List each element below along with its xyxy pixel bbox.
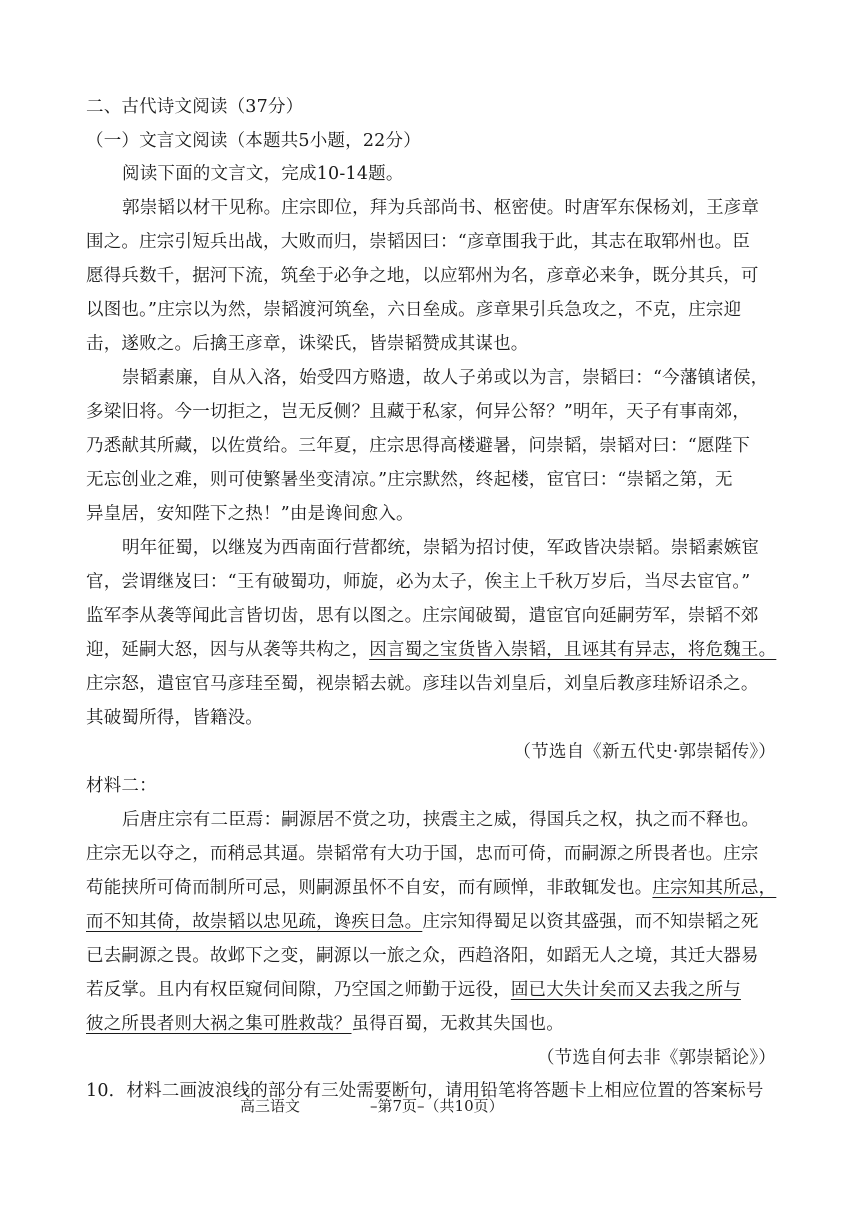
material1-line: 庄宗怒，遣宦官马彦珪至蜀，视崇韬去就。彦珪以告刘皇后，刘皇后教彦珪矫诏杀之。 <box>86 674 759 694</box>
footer-page-number: –第7页–（共10页） <box>370 1097 504 1115</box>
material2-text: 庄宗知得蜀足以资其盛强，而不知崇韬之死 <box>422 912 759 932</box>
instruction: 阅读下面的文言文，完成10-14题。 <box>122 164 404 184</box>
underlined-sentence: 而不知其倚，故崇韬以忠见疏，谗疾日急。 <box>86 912 423 932</box>
material1-line: 崇韬素廉，自从入洛，始受四方赂遗，故人子弟或以为言，崇韬曰：“今藩镇诸侯， <box>122 368 769 388</box>
material1-line: 郭崇韬以材干见称。庄宗即位，拜为兵部尚书、枢密使。时唐军东保杨刘，王彦章 <box>122 198 760 218</box>
material1-line: 无忘创业之难，则可使繁暑坐变清凉。”庄宗默然，终起楼，宦官曰：“崇韬之第，无 <box>86 470 733 490</box>
material1-line: 击，遂败之。后擒王彦章，诛梁氏，皆崇韬赞成其谋也。 <box>86 334 529 354</box>
material2-line <box>86 1013 776 1035</box>
material2-line <box>86 877 776 899</box>
material2-line: 后唐庄宗有二臣焉：嗣源居不赏之功，挟震主之威，得国兵之权，执之而不释也。 <box>122 810 760 830</box>
material1-line: 监军李从袭等闻此言皆切齿，思有以图之。庄宗闻破蜀，遣宦官向延嗣劳军，崇韬不郊 <box>86 606 759 626</box>
wavy-line-sentence: 固已大失计矣而又去我之所与 <box>510 980 741 1000</box>
material2-source: （节选自何去非《郭崇韬论》） <box>536 1048 776 1068</box>
material1-line: 愿得兵数千，据河下流，筑垒于必争之地，以应郓州为名，彦章必来争，既分其兵，可 <box>86 266 759 286</box>
section-title: 二、古代诗文阅读（37分） <box>86 97 304 117</box>
underlined-sentence: 庄宗知其所忌， <box>652 878 777 898</box>
material2-line <box>86 979 776 1001</box>
material1-line: 围之。庄宗引短兵出战，大败而归，崇韬因曰：“彦章围我于此，其志在取郓州也。臣 <box>86 232 751 252</box>
material2-label: 材料二： <box>86 776 157 796</box>
material1-line: 以图也。”庄宗以为然，崇韬渡河筑垒，六日垒成。彦章果引兵急攻之，不克，庄宗迎 <box>86 300 742 320</box>
material1-line: 其破蜀所得，皆籍没。 <box>86 708 263 728</box>
material1-source: （节选自《新五代史·郭崇韬传》） <box>513 742 776 762</box>
material2-line: 庄宗无以夺之，而稍忌其逼。崇韬常有大功于国，忠而可倚，而嗣源之所畏者也。庄宗 <box>86 844 759 864</box>
material2-line: 已去嗣源之畏。故邺下之变，嗣源以一旅之众，西趋洛阳，如蹈无人之境，其迁大器易 <box>86 946 759 966</box>
material1-line: 官，尝谓继岌曰：“王有破蜀功，师旋，必为太子，俟主上千秋万岁后，当尽去宦官。” <box>86 572 751 592</box>
footer-subject: 高三语文 <box>240 1097 301 1115</box>
question-10: 10．材料二画波浪线的部分有三处需要断句，请用铅笔将答题卡上相应位置的答案标号 <box>86 1081 764 1101</box>
material1-line <box>86 639 776 661</box>
material1-line: 明年征蜀，以继岌为西南面行营都统，崇韬为招讨使，军政皆决崇韬。崇韬素嫉宦 <box>122 538 760 558</box>
material2-text: 若反掌。且内有权臣窥伺间隙，乃空国之师勤于远役， <box>86 980 511 1000</box>
subsection-title: （一）文言文阅读（本题共5小题，22分） <box>86 131 421 151</box>
material2-line <box>86 911 776 933</box>
material1-line: 多梁旧将。今一切拒之，岂无反侧？且藏于私家，何异公帑？”明年，天子有事南郊， <box>86 402 751 422</box>
material1-line: 异皇居，安知陛下之热！”由是谗间愈入。 <box>86 504 414 524</box>
material2-text: 虽得百蜀，无救其失国也。 <box>351 1014 564 1034</box>
material1-text: 迎，延嗣大怒，因与从袭等共构之， <box>86 640 370 660</box>
wavy-line-sentence: 彼之所畏者则大祸之集可胜救哉？ <box>86 1014 352 1034</box>
material1-line: 乃悉献其所藏，以佐赏给。三年夏，庄宗思得高楼避暑，问崇韬，崇韬对曰：“愿陛下 <box>86 436 751 456</box>
underlined-sentence: 因言蜀之宝货皆入崇韬，且诬其有异志，将危魏王。 <box>369 640 777 660</box>
material2-text: 苟能挟所可倚而制所可忌，则嗣源虽怀不自安，而有顾惮，非敢辄发也。 <box>86 878 653 898</box>
